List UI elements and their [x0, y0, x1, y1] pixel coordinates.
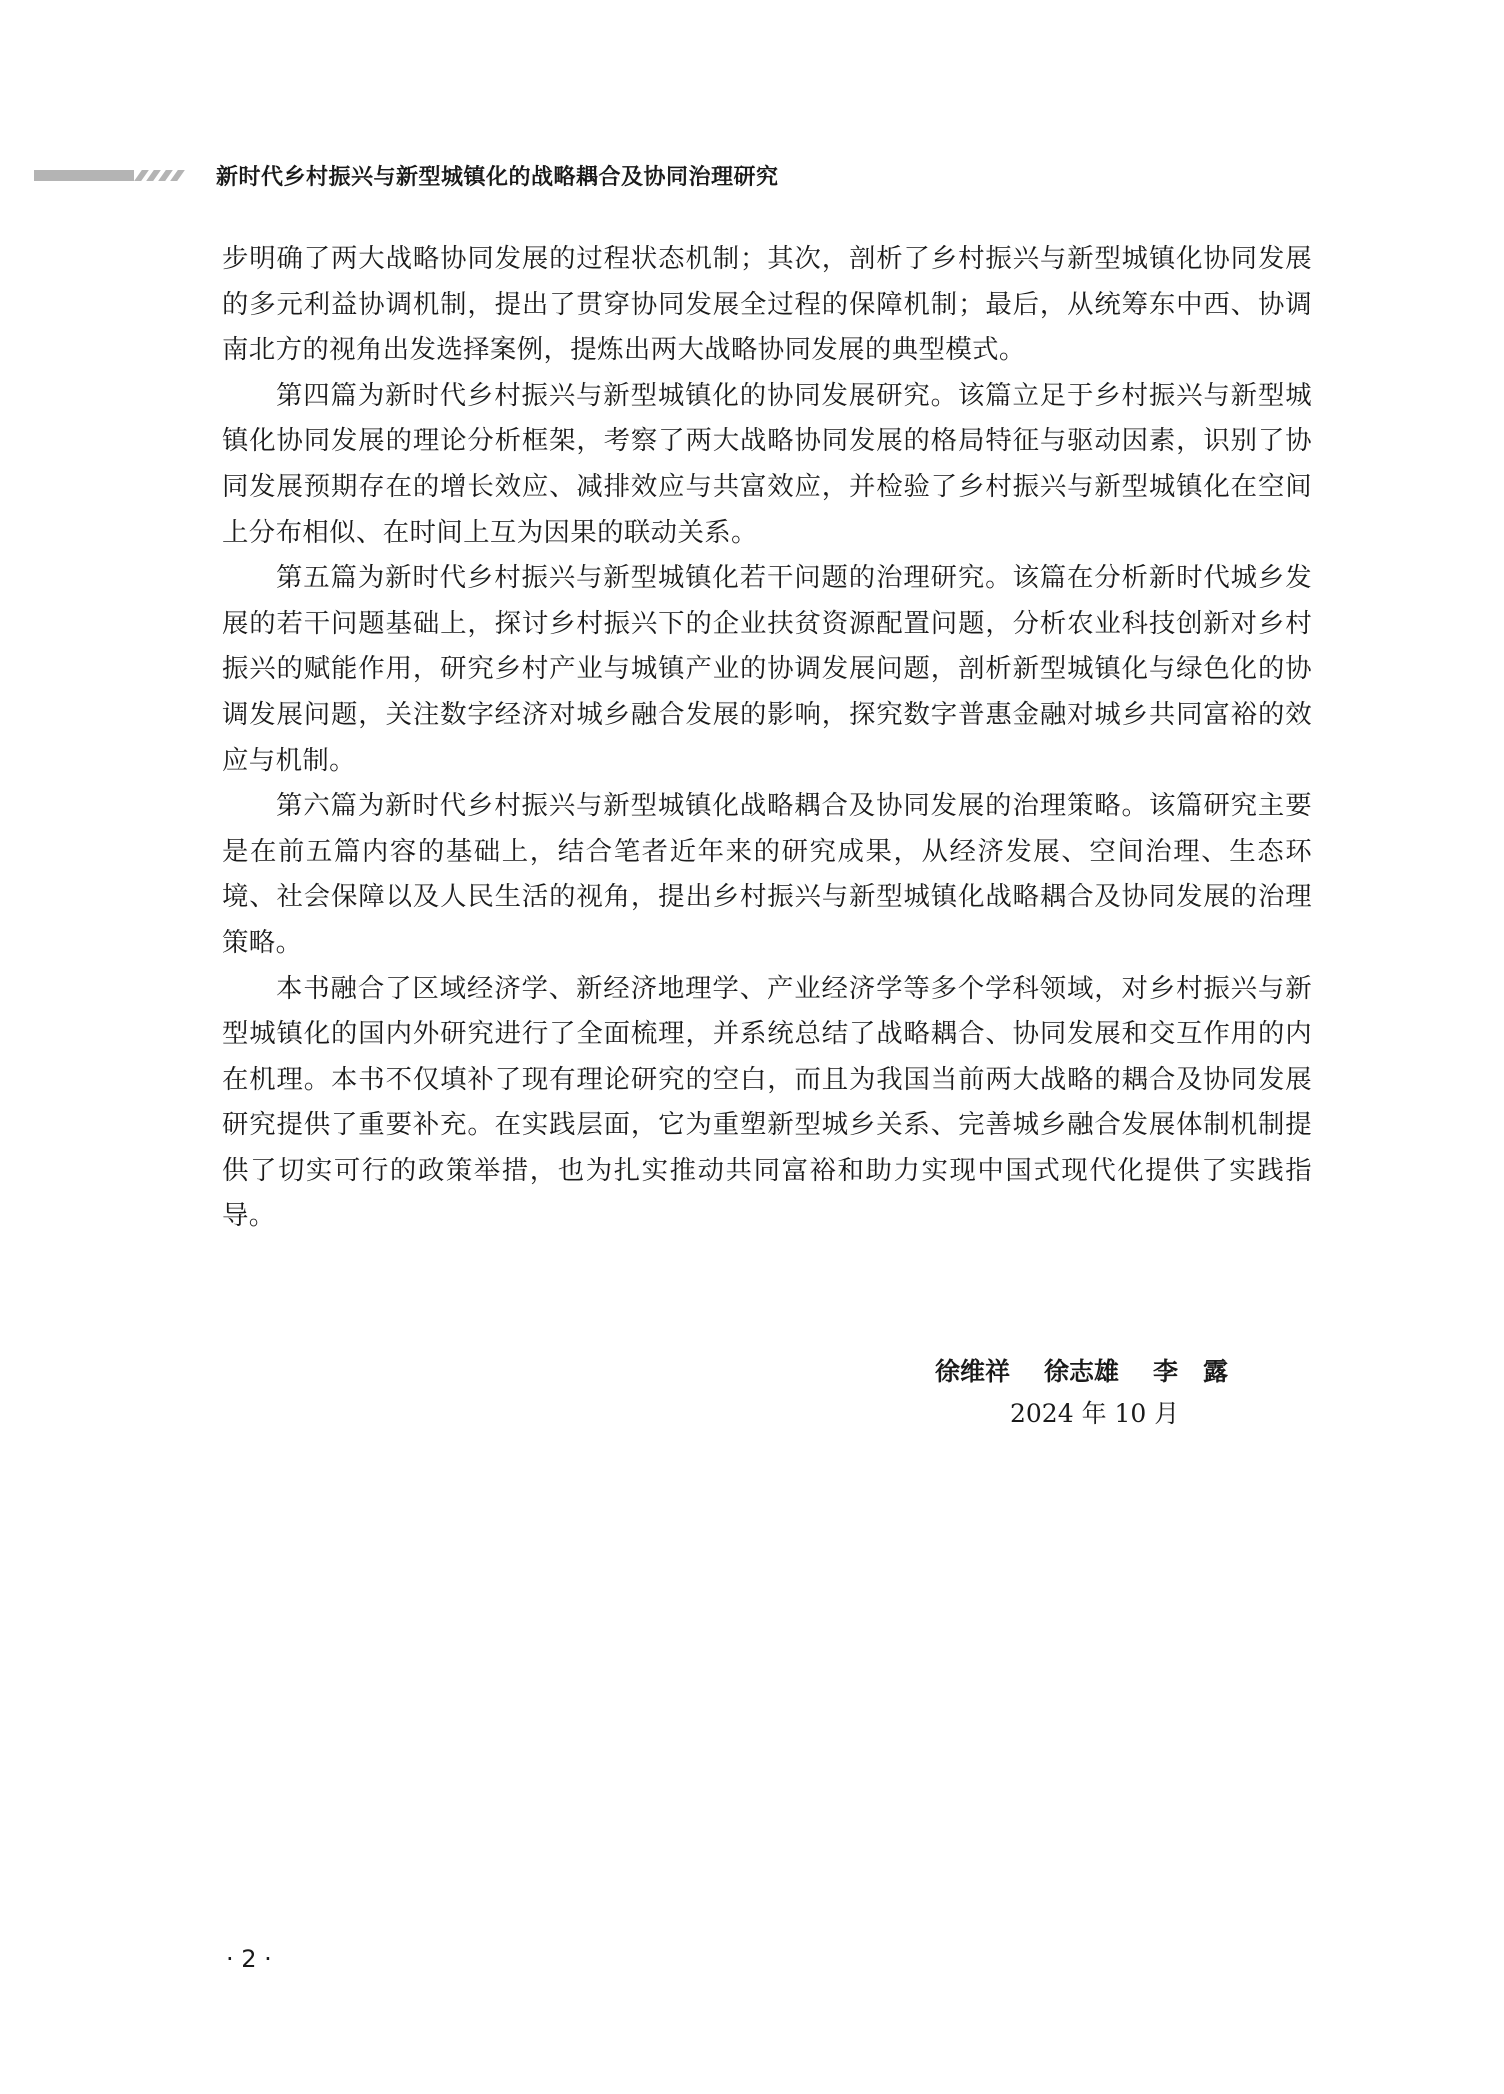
signature-date: 2024 年 10 月 [1010, 1399, 1180, 1428]
author-signature [935, 1352, 1295, 1388]
header-decoration-stripes [138, 170, 186, 181]
author-name: 李 露 [1153, 1357, 1229, 1386]
paragraph: 第四篇为新时代乡村振兴与新型城镇化的协同发展研究。该篇立足于乡村振兴与新型城镇化协同发展的理论分析框架，考察了两大战略协同发展的格局特征与驱动因素，识别了协同发展预期存在的增长效应、减排效应与共富效应，并检验了乡村振兴与新型城镇化在空间上分布相似、在时间上互为因果的联动关系。 [222, 379, 1312, 548]
header-stripe [170, 170, 185, 181]
book-title-header: 新时代乡村振兴与新型城镇化的战略耦合及协同治理研究 [216, 164, 779, 190]
paragraph: 步明确了两大战略协同发展的过程状态机制；其次，剖析了乡村振兴与新型城镇化协同发展的多元利益协调机制，提出了贯穿协同发展全过程的保障机制；最后，从统筹东中西、协调南北方的视角出发选择案例，提炼出两大战略协同发展的典型模式。 [222, 243, 1312, 366]
body-text [222, 236, 1312, 1239]
author-name: 徐维祥 [935, 1357, 1011, 1386]
paragraph: 第五篇为新时代乡村振兴与新型城镇化若干问题的治理研究。该篇在分析新时代城乡发展的若干问题基础上，探讨乡村振兴下的企业扶贫资源配置问题，分析农业科技创新对乡村振兴的赋能作用，研究乡村产业与城镇产业的协调发展问题，剖析新型城镇化与绿色化的协调发展问题，关注数字经济对城乡融合发展的影响，探究数字普惠金融对城乡共同富裕的效应与机制。 [222, 562, 1312, 776]
paragraph: 第六篇为新时代乡村振兴与新型城镇化战略耦合及协同发展的治理策略。该篇研究主要是在前五篇内容的基础上，结合笔者近年来的研究成果，从经济发展、空间治理、生态环境、社会保障以及人民生活的视角，提出乡村振兴与新型城镇化战略耦合及协同发展的治理策略。 [222, 790, 1312, 958]
paragraph: 本书融合了区域经济学、新经济地理学、产业经济学等多个学科领域，对乡村振兴与新型城镇化的国内外研究进行了全面梳理，并系统总结了战略耦合、协同发展和交互作用的内在机理。本书不仅填补了现有理论研究的空白，而且为我国当前两大战略的耦合及协同发展研究提供了重要补充。在实践层面，它为重塑新型城乡关系、完善城乡融合发展体制机制提供了切实可行的政策举措，也为扎实推动共同富裕和助力实现中国式现代化提供了实践指导。 [222, 972, 1312, 1232]
header-decoration-bar [34, 170, 134, 181]
page-number: · 2 · [226, 1945, 272, 1973]
running-header [34, 160, 779, 190]
author-name: 徐志雄 [1044, 1357, 1120, 1386]
